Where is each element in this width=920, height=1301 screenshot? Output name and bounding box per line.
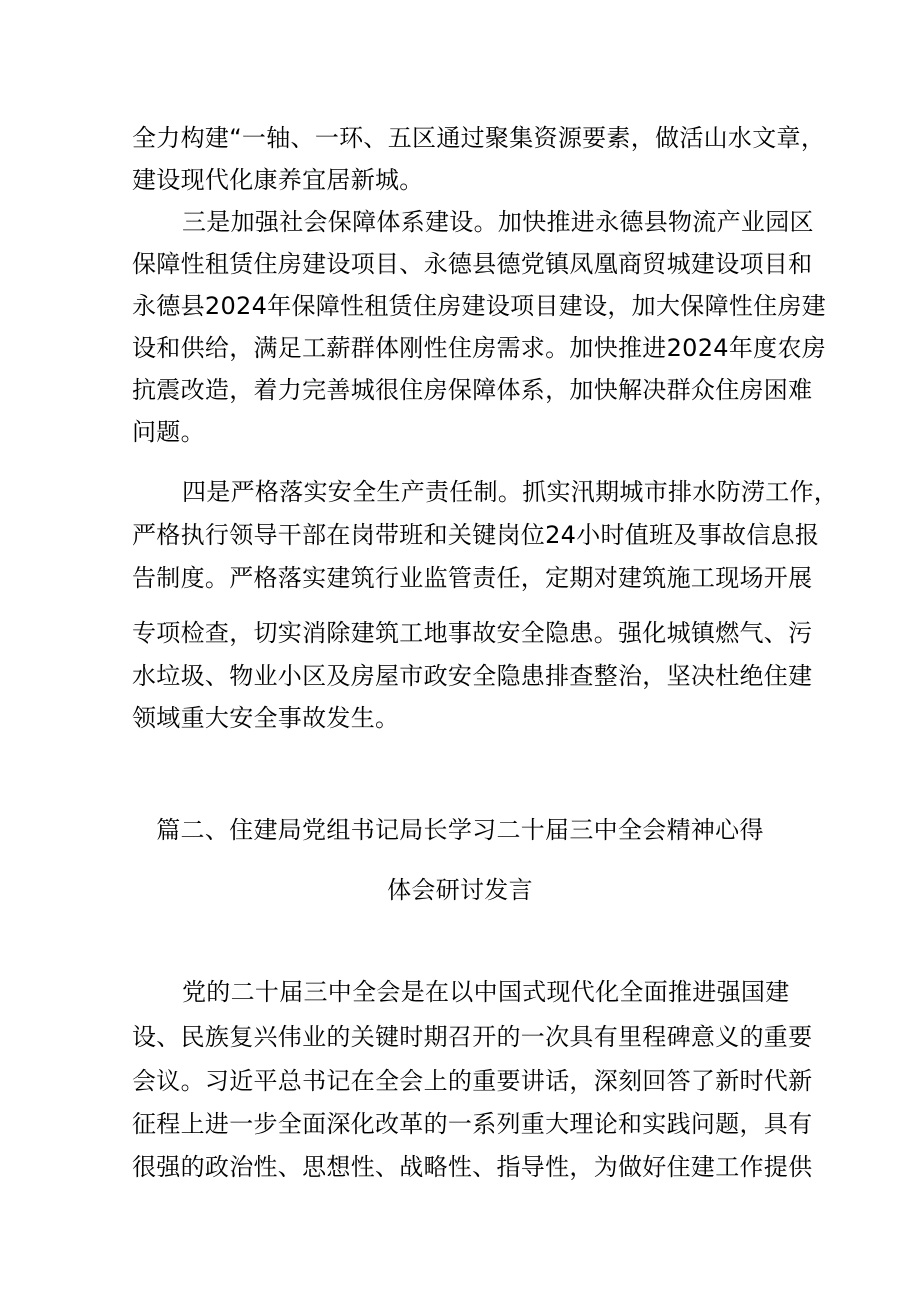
paragraph-4-line-2: 设、民族复兴伟业的关键时期召开的一次具有里程碑意义的重要 <box>132 1023 813 1051</box>
paragraph-2-line-1: 三是加强社会保障体系建设。加快推进永德县物流产业园区 <box>182 208 814 236</box>
section-title-line-2: 体会研讨发言 <box>387 876 533 904</box>
paragraph-3-line-6: 领域重大安全事故发生。 <box>132 704 400 732</box>
paragraph-3-line-2: 严格执行领导干部在岗带班和关键岗位24小时值班及事故信息报 <box>132 521 820 549</box>
paragraph-2-line-5: 抗震改造，着力完善城很住房保障体系，加快解决群众住房困难 <box>132 376 813 404</box>
paragraph-4-line-5: 很强的政治性、思想性、战略性、指导性，为做好住建工作提供 <box>132 1153 813 1181</box>
paragraph-4-line-1: 党的二十届三中全会是在以中国式现代化全面推进强国建 <box>182 978 790 1006</box>
paragraph-4-line-3: 会议。习近平总书记在全会上的重要讲话，深刻回答了新时代新 <box>132 1067 813 1095</box>
paragraph-2-line-4: 设和供给，满足工薪群体刚性住房需求。加快推进2024年度农房 <box>132 334 827 362</box>
paragraph-1-line-2: 建设现代化康养宜居新城。 <box>132 166 424 194</box>
paragraph-2-line-6: 问题。 <box>132 418 205 446</box>
paragraph-2-line-2: 保障性租赁住房建设项目、永德县德党镇凤凰商贸城建设项目和 <box>132 250 813 278</box>
paragraph-1-line-1: 全力构建“一轴、一环、五区通过聚集资源要素，做活山水文章， <box>132 124 826 152</box>
paragraph-4-line-4: 征程上进一步全面深化改革的一系列重大理论和实践问题，具有 <box>132 1110 813 1138</box>
paragraph-3-line-3: 告制度。严格落实建筑行业监管责任，定期对建筑施工现场开展 <box>132 564 813 592</box>
paragraph-2-line-3: 永德县2024年保障性租赁住房建设项目建设，加大保障性住房建 <box>132 292 827 320</box>
section-title-line-1: 篇二、住建局党组书记局长学习二十届三中全会精神心得 <box>156 816 764 844</box>
paragraph-3-line-4: 专项检查，切实消除建筑工地事故安全隐患。强化城镇燃气、污 <box>132 619 813 647</box>
paragraph-3-line-1: 四是严格落实安全生产责任制。抓实汛期城市排水防涝工作， <box>182 478 839 506</box>
paragraph-3-line-5: 水垃圾、物业小区及房屋市政安全隐患排查整治，坚决杜绝住建 <box>132 662 813 690</box>
